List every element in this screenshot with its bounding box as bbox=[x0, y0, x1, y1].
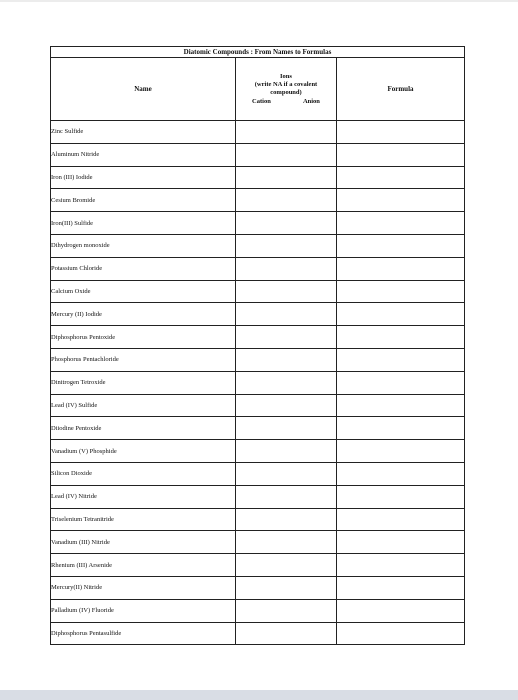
table-row bbox=[51, 234, 465, 257]
table-row bbox=[51, 531, 465, 554]
ions-answer-cell[interactable] bbox=[236, 462, 337, 485]
ions-answer-cell[interactable] bbox=[236, 121, 337, 144]
table-row bbox=[51, 508, 465, 531]
table-row bbox=[51, 485, 465, 508]
table-row bbox=[51, 417, 465, 440]
worksheet-table bbox=[50, 46, 465, 645]
formula-answer-cell[interactable] bbox=[337, 554, 465, 577]
ions-answer-cell[interactable] bbox=[236, 212, 337, 235]
formula-answer-cell[interactable] bbox=[337, 394, 465, 417]
bottom-band bbox=[0, 690, 518, 700]
table-row bbox=[51, 554, 465, 577]
formula-answer-cell[interactable] bbox=[337, 576, 465, 599]
compound-name-cell: Zinc Sulfide bbox=[51, 121, 236, 144]
ions-answer-cell[interactable] bbox=[236, 485, 337, 508]
table-row bbox=[51, 371, 465, 394]
cation-subheader: Cation bbox=[252, 97, 271, 105]
compound-name-cell: Iron(III) Sulfide bbox=[51, 212, 236, 235]
ions-answer-cell[interactable] bbox=[236, 394, 337, 417]
table-row bbox=[51, 394, 465, 417]
table-row bbox=[51, 303, 465, 326]
ions-answer-cell[interactable] bbox=[236, 531, 337, 554]
ions-answer-cell[interactable] bbox=[236, 417, 337, 440]
ions-answer-cell[interactable] bbox=[236, 280, 337, 303]
formula-answer-cell[interactable] bbox=[337, 212, 465, 235]
formula-answer-cell[interactable] bbox=[337, 622, 465, 645]
compound-name-cell: Calcium Oxide bbox=[51, 280, 236, 303]
formula-answer-cell[interactable] bbox=[337, 280, 465, 303]
table-row bbox=[51, 121, 465, 144]
formula-answer-cell[interactable] bbox=[337, 348, 465, 371]
formula-answer-cell[interactable] bbox=[337, 462, 465, 485]
ions-answer-cell[interactable] bbox=[236, 166, 337, 189]
ions-answer-cell[interactable] bbox=[236, 599, 337, 622]
table-row bbox=[51, 440, 465, 463]
compound-name-cell: Mercury(II) Nitride bbox=[51, 576, 236, 599]
formula-answer-cell[interactable] bbox=[337, 303, 465, 326]
compound-name-cell: Rhenium (III) Arsenide bbox=[51, 554, 236, 577]
compound-name-cell: Diiodine Pentoxide bbox=[51, 417, 236, 440]
compound-name-cell: Cesium Bromide bbox=[51, 189, 236, 212]
formula-answer-cell[interactable] bbox=[337, 234, 465, 257]
table-row bbox=[51, 599, 465, 622]
formula-answer-cell[interactable] bbox=[337, 599, 465, 622]
ions-answer-cell[interactable] bbox=[236, 189, 337, 212]
ions-answer-cell[interactable] bbox=[236, 257, 337, 280]
compound-name-cell: Iron (III) Iodide bbox=[51, 166, 236, 189]
formula-answer-cell[interactable] bbox=[337, 371, 465, 394]
table-row bbox=[51, 257, 465, 280]
ions-header-line1: Ions bbox=[280, 72, 292, 80]
ions-answer-cell[interactable] bbox=[236, 348, 337, 371]
compound-name-cell: Vanadium (V) Phosphide bbox=[51, 440, 236, 463]
ions-answer-cell[interactable] bbox=[236, 622, 337, 645]
formula-column-header: Formula bbox=[337, 58, 465, 121]
table-row bbox=[51, 143, 465, 166]
compound-name-cell: Diphosphorus Pentoxide bbox=[51, 326, 236, 349]
compound-name-cell: Palladium (IV) Fluoride bbox=[51, 599, 236, 622]
compound-name-cell: Dinitrogen Tetroxide bbox=[51, 371, 236, 394]
table-row bbox=[51, 189, 465, 212]
table-row bbox=[51, 326, 465, 349]
formula-answer-cell[interactable] bbox=[337, 189, 465, 212]
table-row bbox=[51, 348, 465, 371]
compound-name-cell: Silicon Dioxide bbox=[51, 462, 236, 485]
ions-answer-cell[interactable] bbox=[236, 303, 337, 326]
ions-answer-cell[interactable] bbox=[236, 143, 337, 166]
compound-name-cell: Lead (IV) Sulfide bbox=[51, 394, 236, 417]
formula-answer-cell[interactable] bbox=[337, 417, 465, 440]
formula-answer-cell[interactable] bbox=[337, 166, 465, 189]
compound-name-cell: Phosphorus Pentachloride bbox=[51, 348, 236, 371]
compound-name-cell: Lead (IV) Nitride bbox=[51, 485, 236, 508]
table-row bbox=[51, 622, 465, 645]
ions-answer-cell[interactable] bbox=[236, 576, 337, 599]
compound-name-cell: Potassium Chloride bbox=[51, 257, 236, 280]
formula-answer-cell[interactable] bbox=[337, 143, 465, 166]
compound-name-cell: Triselenium Tetranitride bbox=[51, 508, 236, 531]
ions-column-header bbox=[236, 58, 337, 121]
formula-answer-cell[interactable] bbox=[337, 121, 465, 144]
formula-answer-cell[interactable] bbox=[337, 508, 465, 531]
anion-subheader: Anion bbox=[302, 97, 320, 105]
ions-answer-cell[interactable] bbox=[236, 326, 337, 349]
formula-answer-cell[interactable] bbox=[337, 531, 465, 554]
ions-answer-cell[interactable] bbox=[236, 371, 337, 394]
table-row bbox=[51, 462, 465, 485]
compound-name-cell: Vanadium (III) Nitride bbox=[51, 531, 236, 554]
ions-answer-cell[interactable] bbox=[236, 440, 337, 463]
worksheet-title: Diatomic Compounds : From Names to Formulas bbox=[51, 47, 465, 58]
compound-name-cell: Dihydrogen monoxide bbox=[51, 234, 236, 257]
compound-name-cell: Aluminum Nitride bbox=[51, 143, 236, 166]
formula-answer-cell[interactable] bbox=[337, 326, 465, 349]
ions-answer-cell[interactable] bbox=[236, 554, 337, 577]
ions-answer-cell[interactable] bbox=[236, 508, 337, 531]
compound-rows bbox=[51, 121, 465, 645]
ions-answer-cell[interactable] bbox=[236, 234, 337, 257]
formula-answer-cell[interactable] bbox=[337, 485, 465, 508]
ions-header-line2: (write NA if a covalent bbox=[254, 80, 318, 88]
table-row bbox=[51, 576, 465, 599]
table-row bbox=[51, 212, 465, 235]
formula-answer-cell[interactable] bbox=[337, 257, 465, 280]
table-row bbox=[51, 280, 465, 303]
compound-name-cell: Mercury (II) Iodide bbox=[51, 303, 236, 326]
formula-answer-cell[interactable] bbox=[337, 440, 465, 463]
compound-name-cell: Diphosphorus Pentasulfide bbox=[51, 622, 236, 645]
table-row bbox=[51, 166, 465, 189]
ions-header-line3: compound) bbox=[270, 88, 302, 96]
top-divider bbox=[0, 0, 518, 2]
name-column-header: Name bbox=[51, 58, 236, 121]
